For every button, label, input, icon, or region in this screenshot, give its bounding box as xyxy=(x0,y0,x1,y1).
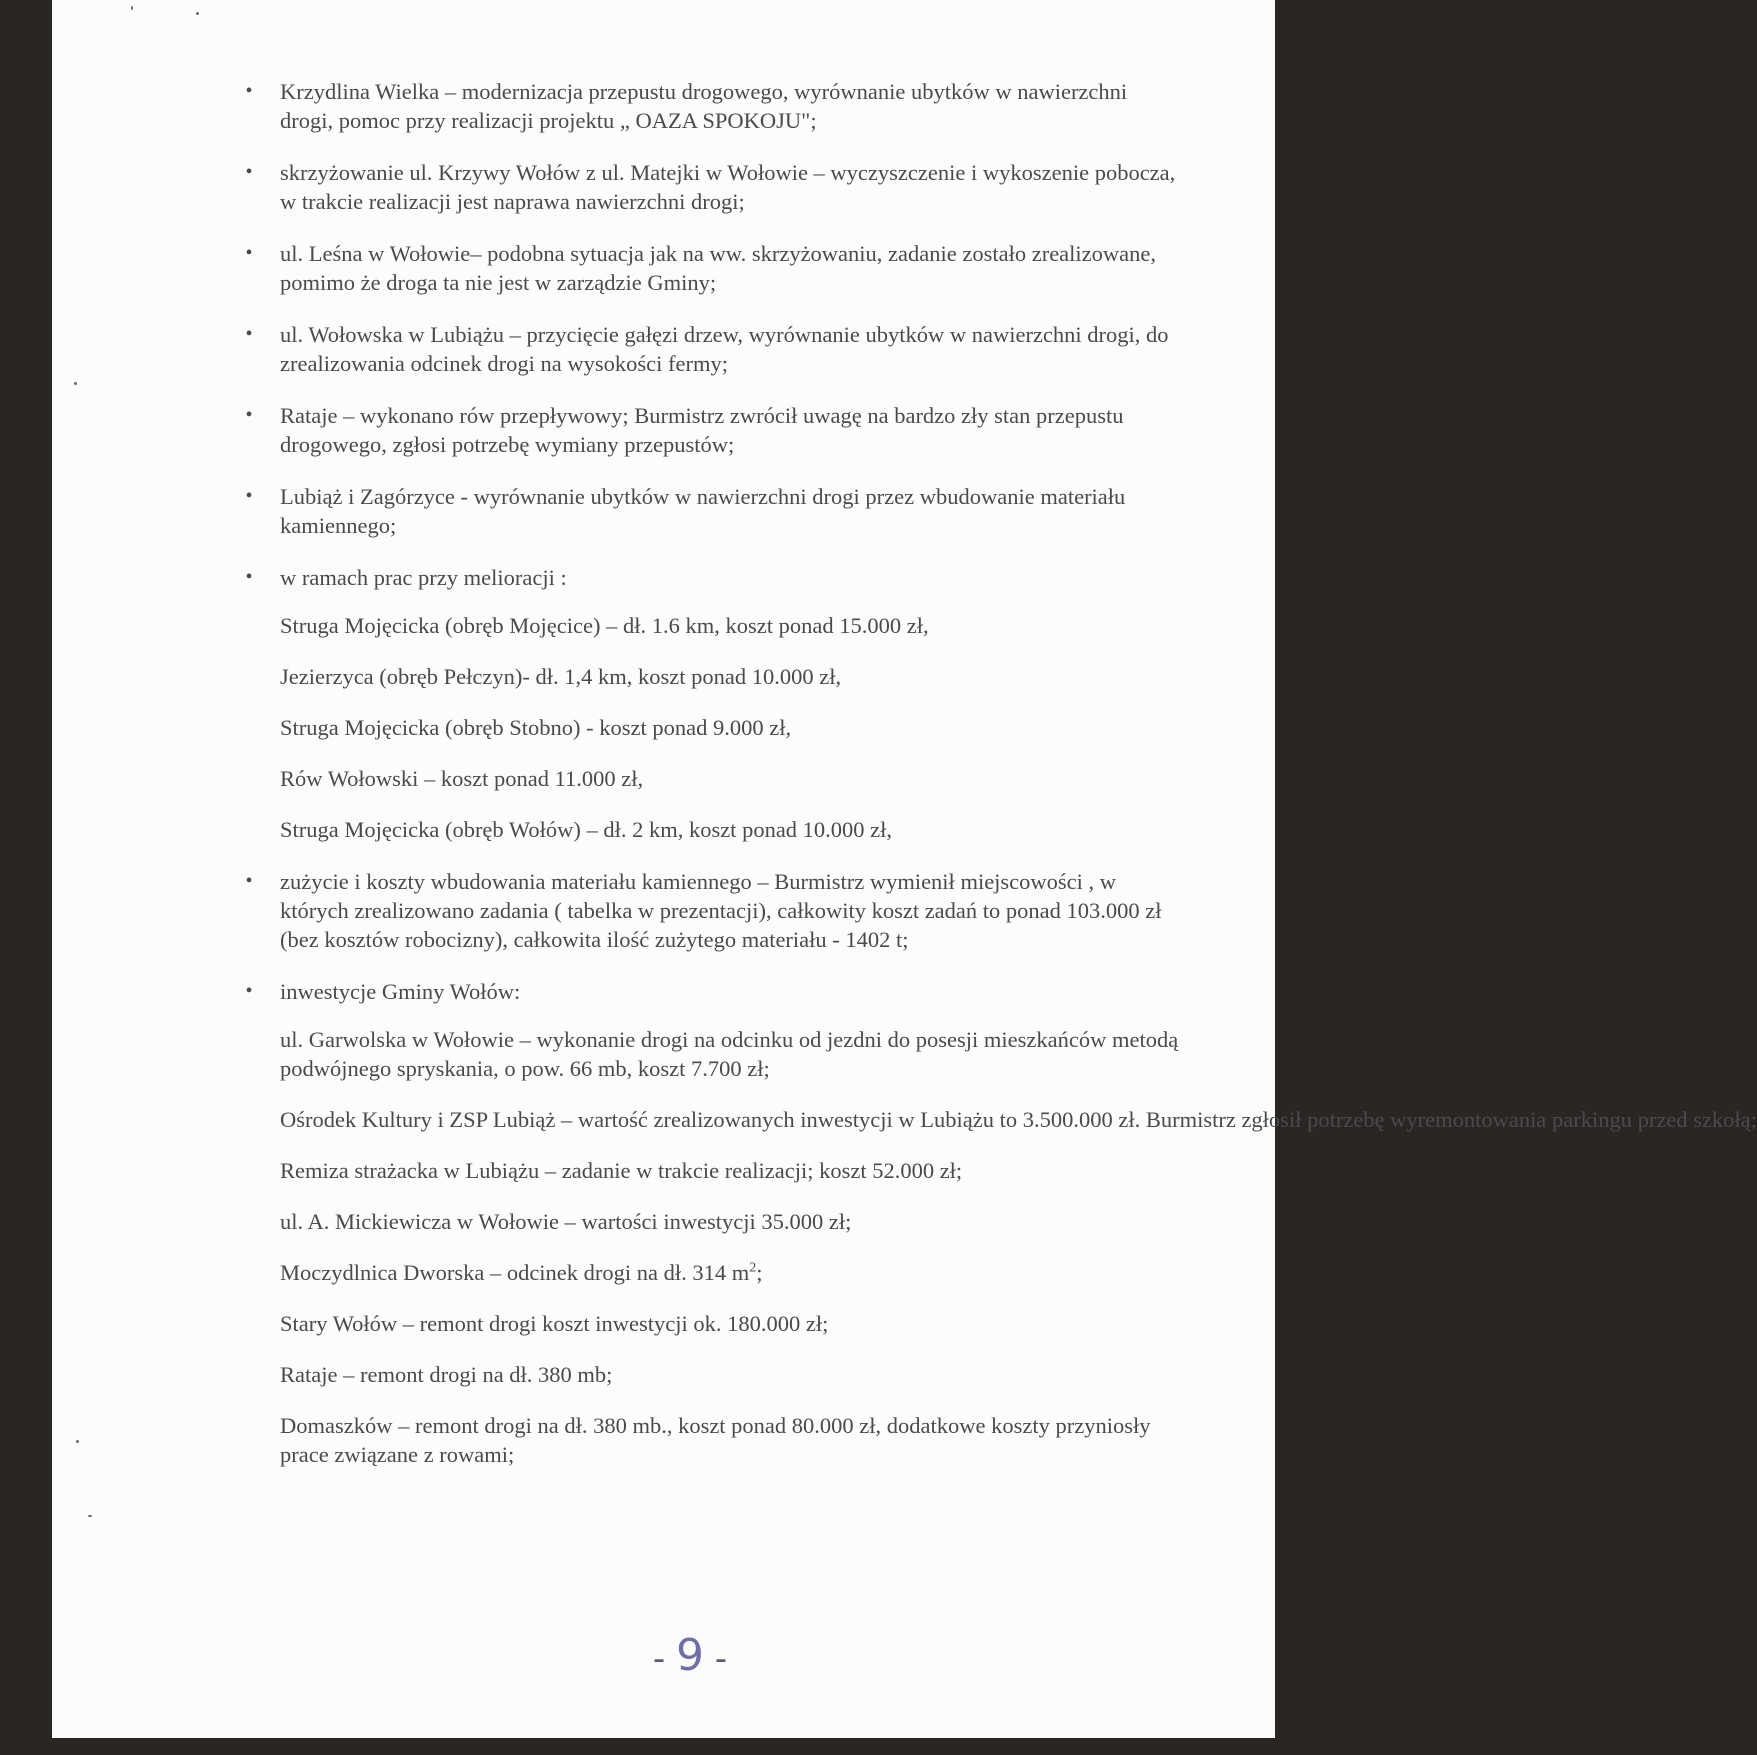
list-item-text: inwestycje Gminy Wołów: xyxy=(280,979,521,1004)
bullet-icon: • xyxy=(245,485,253,507)
list-item-text: Krzydlina Wielka – modernizacja przepustu drogowego, wyrównanie ubytków w nawierzchni drogi, pomoc przy realizacji projektu „ OAZA SPOKOJU"; xyxy=(280,79,1128,133)
sublist-line-text: Moczydlnica Dworska – odcinek drogi na dł. 314 m xyxy=(280,1260,750,1285)
list-item xyxy=(245,867,1180,954)
sublist-line: ul. A. Mickiewicza w Wołowie – wartości inwestycji 35.000 zł; xyxy=(280,1209,852,1234)
list-item-text: skrzyżowanie ul. Krzywy Wołów z ul. Matejki w Wołowie – wyczyszczenie i wykoszenie pobocza, w trakcie realizacji jest naprawa nawierzchni drogi; xyxy=(280,160,1176,214)
sublist-line: Domaszków – remont drogi na dł. 380 mb., koszt ponad 80.000 zł, dodatkowe koszty przyniosły prace związane z rowami; xyxy=(280,1413,1151,1467)
sublist-line: Ośrodek Kultury i ZSP Lubiąż – wartość zrealizowanych inwestycji w Lubiążu to 3.500.000 zł. Burmistrz zgłosił potrzebę wyremontowania parkingu przed szkołą; xyxy=(280,1107,1757,1132)
list-item-text: w ramach prac przy melioracji : xyxy=(280,565,567,590)
list-item xyxy=(245,239,1180,297)
scan-speck xyxy=(76,1440,79,1443)
page-number-digit: 9 xyxy=(676,1630,704,1681)
list-item-melioracja xyxy=(245,563,1180,844)
list-item xyxy=(245,158,1180,216)
list-item xyxy=(245,77,1180,135)
document-body xyxy=(245,77,1757,1492)
superscript-exponent: 2 xyxy=(749,1260,757,1276)
bullet-icon: • xyxy=(245,980,253,1002)
bullet-icon: • xyxy=(245,242,253,264)
bullet-icon: • xyxy=(245,80,253,102)
sublist-line: Struga Mojęcicka (obręb Wołów) – dł. 2 km, koszt ponad 10.000 zł, xyxy=(280,817,893,842)
sublist-line: Struga Mojęcicka (obręb Stobno) - koszt ponad 9.000 zł, xyxy=(280,715,792,740)
list-item-text: Lubiąż i Zagórzyce - wyrównanie ubytków w nawierzchni drogi przez wbudowanie materiału kamiennego; xyxy=(280,484,1126,538)
scan-speck xyxy=(74,382,77,385)
bullet-icon: • xyxy=(245,404,253,426)
page-number xyxy=(560,1630,820,1681)
scan-speck xyxy=(88,1515,92,1517)
list-item-text: ul. Wołowska w Lubiążu – przycięcie gałęzi drzew, wyrównanie ubytków w nawierzchni drogi, do zrealizowania odcinek drogi na wysokości fermy; xyxy=(280,322,1169,376)
page-number-dash: - xyxy=(652,1639,666,1679)
page-number-dash: - xyxy=(714,1639,728,1679)
list-item-text: zużycie i koszty wbudowania materiału kamiennego – Burmistrz wymienił miejscowości , w których zrealizowano zadania ( tabelka w prezentacji), całkowity koszt zadań to ponad 103.000 zł (bez kosztów robocizny), całkowita ilość zużytego materiału - 1402 t; xyxy=(280,869,1162,952)
bullet-icon: • xyxy=(245,161,253,183)
list-item xyxy=(245,482,1180,540)
sublist-line: Remiza strażacka w Lubiążu – zadanie w trakcie realizacji; koszt 52.000 zł; xyxy=(280,1158,963,1183)
bullet-icon: • xyxy=(245,566,253,588)
sublist-line: Jezierzyca (obręb Pełczyn)- dł. 1,4 km, koszt ponad 10.000 zł, xyxy=(280,664,842,689)
sublist-line: Struga Mojęcicka (obręb Mojęcice) – dł. 1.6 km, koszt ponad 15.000 zł, xyxy=(280,613,929,638)
sublist-line: Stary Wołów – remont drogi koszt inwestycji ok. 180.000 zł; xyxy=(280,1311,829,1336)
list-item xyxy=(245,401,1180,459)
sublist-line: Rów Wołowski – koszt ponad 11.000 zł, xyxy=(280,766,644,791)
scan-speck xyxy=(131,6,133,10)
list-item-inwestycje xyxy=(245,977,1757,1469)
sublist-line: ul. Garwolska w Wołowie – wykonanie drogi na odcinku od jezdni do posesji mieszkańców metodą podwójnego spryskania, o pow. 66 mb, koszt 7.700 zł; xyxy=(280,1027,1179,1081)
list-item-text: ul. Leśna w Wołowie– podobna sytuacja jak na ww. skrzyżowaniu, zadanie zostało zrealizowane, pomimo że droga ta nie jest w zarządzie Gminy; xyxy=(280,241,1157,295)
sublist-line: Rataje – remont drogi na dł. 380 mb; xyxy=(280,1362,613,1387)
scan-speck xyxy=(196,12,199,15)
sublist-line-text: ; xyxy=(756,1260,763,1285)
inwestycje-sublist xyxy=(280,1025,1757,1469)
melioracja-sublist xyxy=(280,611,1180,844)
list-item xyxy=(245,320,1180,378)
bullet-icon: • xyxy=(245,323,253,345)
bullet-icon: • xyxy=(245,870,253,892)
sublist-line xyxy=(280,1258,1180,1287)
list-item-text: Rataje – wykonano rów przepływowy; Burmistrz zwrócił uwagę na bardzo zły stan przepustu drogowego, zgłosi potrzebę wymiany przepustów; xyxy=(280,403,1124,457)
